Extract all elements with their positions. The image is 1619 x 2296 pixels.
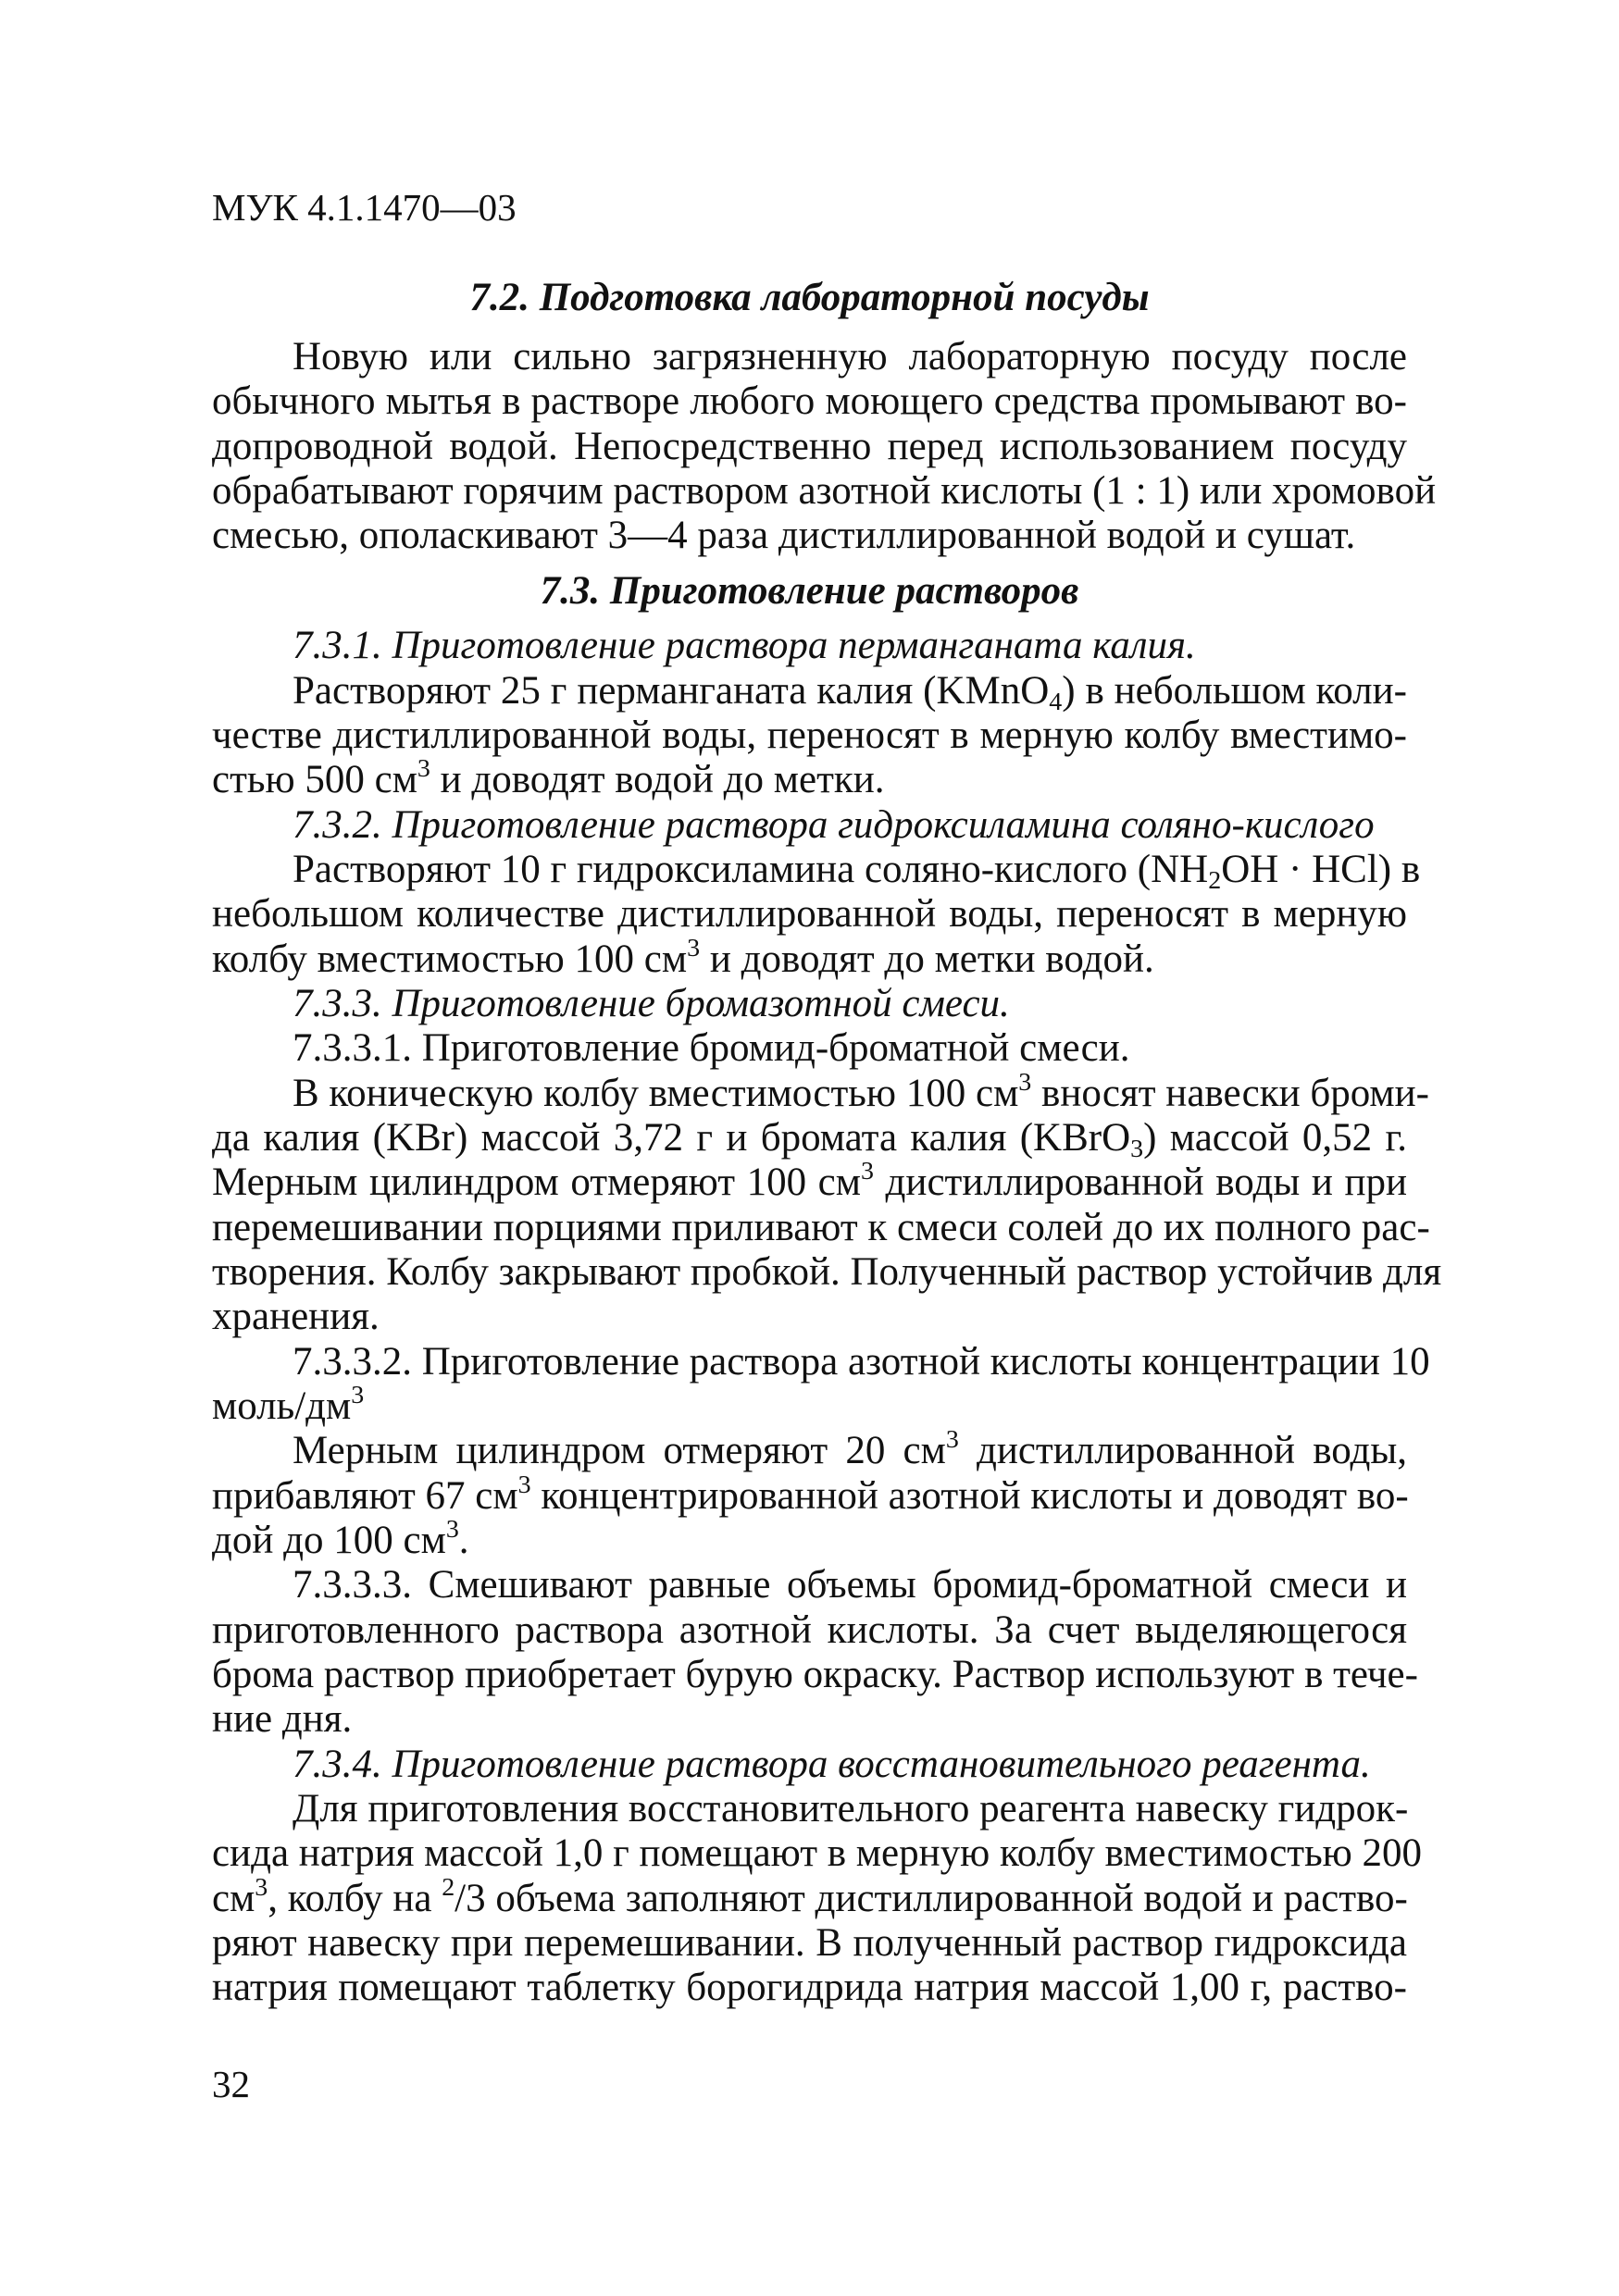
subsection-7-3-2-title: 7.3.2. Приготовление раствора гидроксиламина солянo-кислого [293, 803, 1375, 847]
subsection-7-3-4-title: 7.3.4. Приготовление раствора восстановительного реагента. [293, 1743, 1371, 1786]
document-header: МУК 4.1.1470—03 [212, 186, 517, 229]
paragraph-line: честве дистиллированной воды, переносят в мерную колбу вместимо- [212, 714, 1407, 757]
paragraph-line: Мерным цилиндром отмеряют 20 $см^3$ дистиллированной воды, [293, 1425, 1407, 1472]
paragraph-line: ние дня. [212, 1697, 353, 1741]
paragraph-line: натрия помещают таблетку борогидрида натрия массой 1,00 г, раство- [212, 1966, 1407, 2009]
paragraph-line: творения. Колбу закрывают пробкой. Полученный раствор устойчив для [212, 1250, 1442, 1294]
paragraph-line: обрабатывают горячим раствором азотной кислоты (1 : 1) или хромовой [212, 469, 1437, 513]
paragraph-line: В коническую колбу вместимостью 100 $см^3$ вносят навески броми- [293, 1068, 1429, 1115]
paragraph-line: небольшом количестве дистиллированной воды, переносят в мерную [212, 892, 1407, 936]
paragraph-line: брома раствор приобретает бурую окраску. Раствор используют в тече- [212, 1653, 1418, 1696]
page-number: 32 [212, 2063, 250, 2105]
paragraph-line: Мерным цилиндром отмеряют 100 $см^3$ дистиллированной воды и при [212, 1157, 1407, 1204]
paragraph-line: приготовленного раствора азотной кислоты. За счет выделяющегося [212, 1608, 1407, 1652]
paragraph-line: Новую или сильно загрязненную лабораторную посуду после [293, 335, 1407, 379]
paragraph-line: сида натрия массой 1,0 г помещают в мерную колбу вместимостью 200 [212, 1831, 1423, 1875]
paragraph-line: хранения. [212, 1295, 380, 1338]
paragraph-line: Растворяют 25 г перманганата калия (KMnO$_4$) в небольшом коли- [293, 669, 1407, 716]
paragraph-line: ряют навеску при перемешивании. В полученный раствор гидроксида [212, 1921, 1407, 1965]
subsection-7-3-3-2-title: 7.3.3.2. Приготовление раствора азотной кислоты концентрации 10 [293, 1340, 1430, 1384]
paragraph-line: допроводной водой. Непосредственно перед использованием посуду [212, 425, 1407, 468]
paragraph-line: перемешивании порциями приливают к смеси солей до их полного рас- [212, 1206, 1430, 1249]
paragraph-line: да калия (KBr) массой 3,72 г и бромата калия (KBrO$_3$) массой 0,52 г. [212, 1116, 1407, 1163]
paragraph-line: обычного мытья в растворе любого моющего средства промывают во- [212, 379, 1407, 423]
section-7-2-title: 7.2. Подготовка лабораторной посуды [469, 276, 1150, 319]
paragraph-line: дой до 100 $см^3$. [212, 1515, 469, 1562]
section-7-3-title: 7.3. Приготовление растворов [540, 569, 1079, 613]
paragraph-line: 7.3.3.3. Смешивают равные объемы бромид-броматной смеси и [293, 1563, 1407, 1607]
paragraph-line: Растворяют 10 г гидроксиламина соляно-кислого $(NH_2OH \cdot HCl)$ в [293, 848, 1421, 895]
paragraph-line: Для приготовления восстановительного реагента навеску гидрок- [293, 1787, 1409, 1831]
subsection-7-3-3-1-title: 7.3.3.1. Приготовление бромид-броматной смеси. [293, 1026, 1130, 1070]
subsection-7-3-3-title: 7.3.3. Приготовление бромазотной смеси. [293, 982, 1010, 1025]
paragraph-line: прибавляют 67 $см^3$ концентрированной азотной кислоты и доводят во- [212, 1471, 1409, 1518]
subsection-7-3-1-title: 7.3.1. Приготовление раствора перманганата калия. [293, 624, 1196, 667]
paragraph-line: $см^3$, колбу на $^2$/3 объема заполняют дистиллированной водой и раство- [212, 1873, 1408, 1920]
paragraph-line: моль/$дм^3$ [212, 1381, 365, 1428]
paragraph-line: смесью, ополаскивают 3—4 раза дистиллированной водой и сушат. [212, 514, 1356, 557]
paragraph-line: колбу вместимостью 100 $см^3$ и доводят до метки водой. [212, 934, 1154, 981]
paragraph-line: стью 500 $см^3$ и доводят водой до метки. [212, 754, 885, 801]
